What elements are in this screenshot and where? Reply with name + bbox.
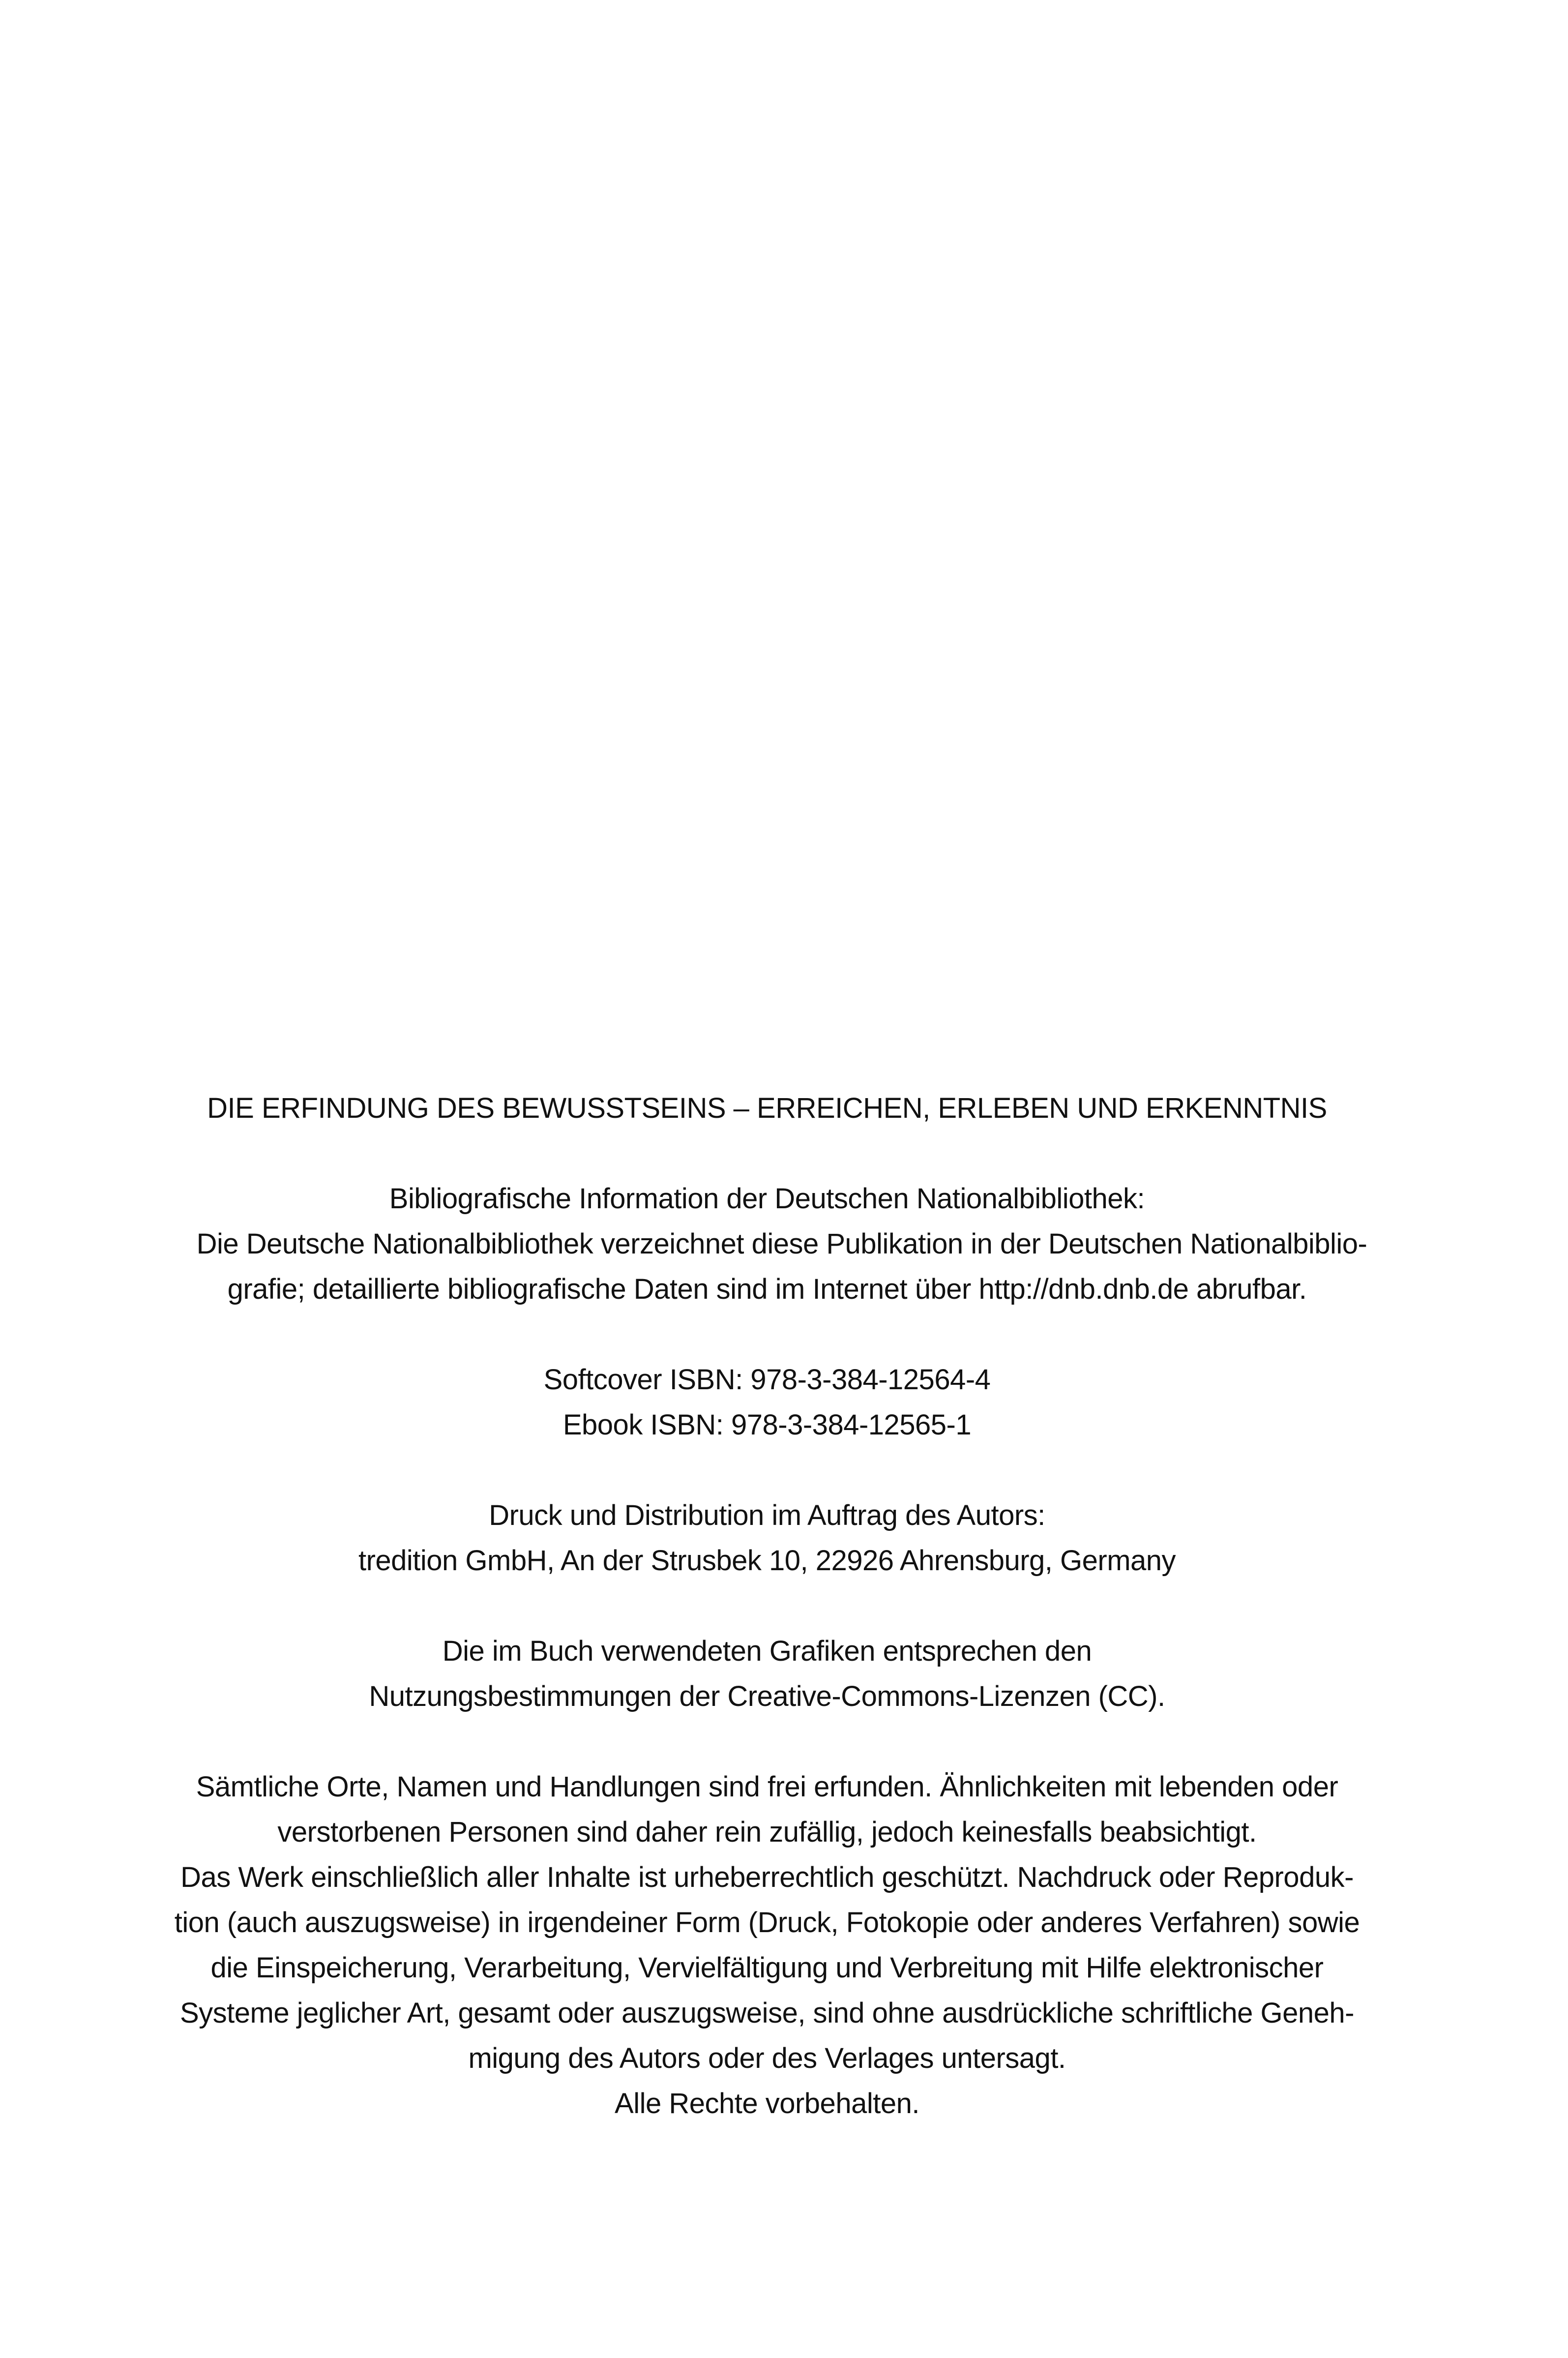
graphics-notice-line-1: Die im Buch verwendeten Grafiken entsprechen den [442,1635,1092,1667]
spacer [148,1131,1387,1176]
imprint-text-block [148,1086,1387,2126]
bibliographic-info-block [148,1176,1387,1312]
legal-line: die Einspeicherung, Verarbeitung, Vervielfältigung und Verbreitung mit Hilfe elektronischer [210,1952,1324,1984]
book-title-block [148,1086,1387,1131]
legal-line: tion (auch auszugsweise) in irgendeiner Form (Druck, Fotokopie oder anderes Verfahren) sowie [174,1907,1360,1939]
ebook-isbn: Ebook ISBN: 978-3-384-12565-1 [562,1409,972,1441]
legal-notice-block [148,1764,1387,2126]
publisher-address: tredition GmbH, An der Strusbek 10, 22926 Ahrensburg, Germany [358,1545,1176,1577]
legal-line: Sämtliche Orte, Namen und Handlungen sind frei erfunden. Ähnlichkeiten mit lebenden oder [196,1771,1338,1803]
graphics-notice-line-2: Nutzungsbestimmungen der Creative-Commons-Lizenzen (CC). [369,1680,1165,1712]
legal-line: Das Werk einschließlich aller Inhalte ist urheberrechtlich geschützt. Nachdruck oder Reproduk- [180,1861,1354,1893]
isbn-block [148,1357,1387,1448]
bibliographic-heading: Bibliografische Information der Deutschen Nationalbibliothek: [389,1183,1145,1215]
distribution-line-1: Druck und Distribution im Auftrag des Autors: [489,1499,1045,1531]
bibliographic-line-2: grafie; detaillierte bibliografische Daten sind im Internet über http://dnb.dnb.de abrufbar. [227,1273,1307,1305]
spacer [148,1583,1387,1629]
spacer [148,1312,1387,1357]
legal-line: migung des Autors oder des Verlages untersagt. [468,2042,1066,2074]
graphics-notice-block [148,1629,1387,1719]
rights-reserved: Alle Rechte vorbehalten. [615,2088,919,2119]
book-title: DIE ERFINDUNG DES BEWUSSTSEINS – ERREICHEN, ERLEBEN UND ERKENNTNIS [207,1092,1327,1124]
spacer [148,1719,1387,1764]
bibliographic-line-1: Die Deutsche Nationalbibliothek verzeichnet diese Publikation in der Deutschen Nationalbiblio- [196,1228,1367,1260]
distribution-block [148,1493,1387,1583]
legal-line: Systeme jeglicher Art, gesamt oder auszugsweise, sind ohne ausdrückliche schriftliche Geneh- [180,1997,1354,2029]
softcover-isbn: Softcover ISBN: 978-3-384-12564-4 [543,1364,991,1396]
spacer [148,1448,1387,1493]
legal-line: verstorbenen Personen sind daher rein zufällig, jedoch keinesfalls beabsichtigt. [277,1816,1257,1848]
